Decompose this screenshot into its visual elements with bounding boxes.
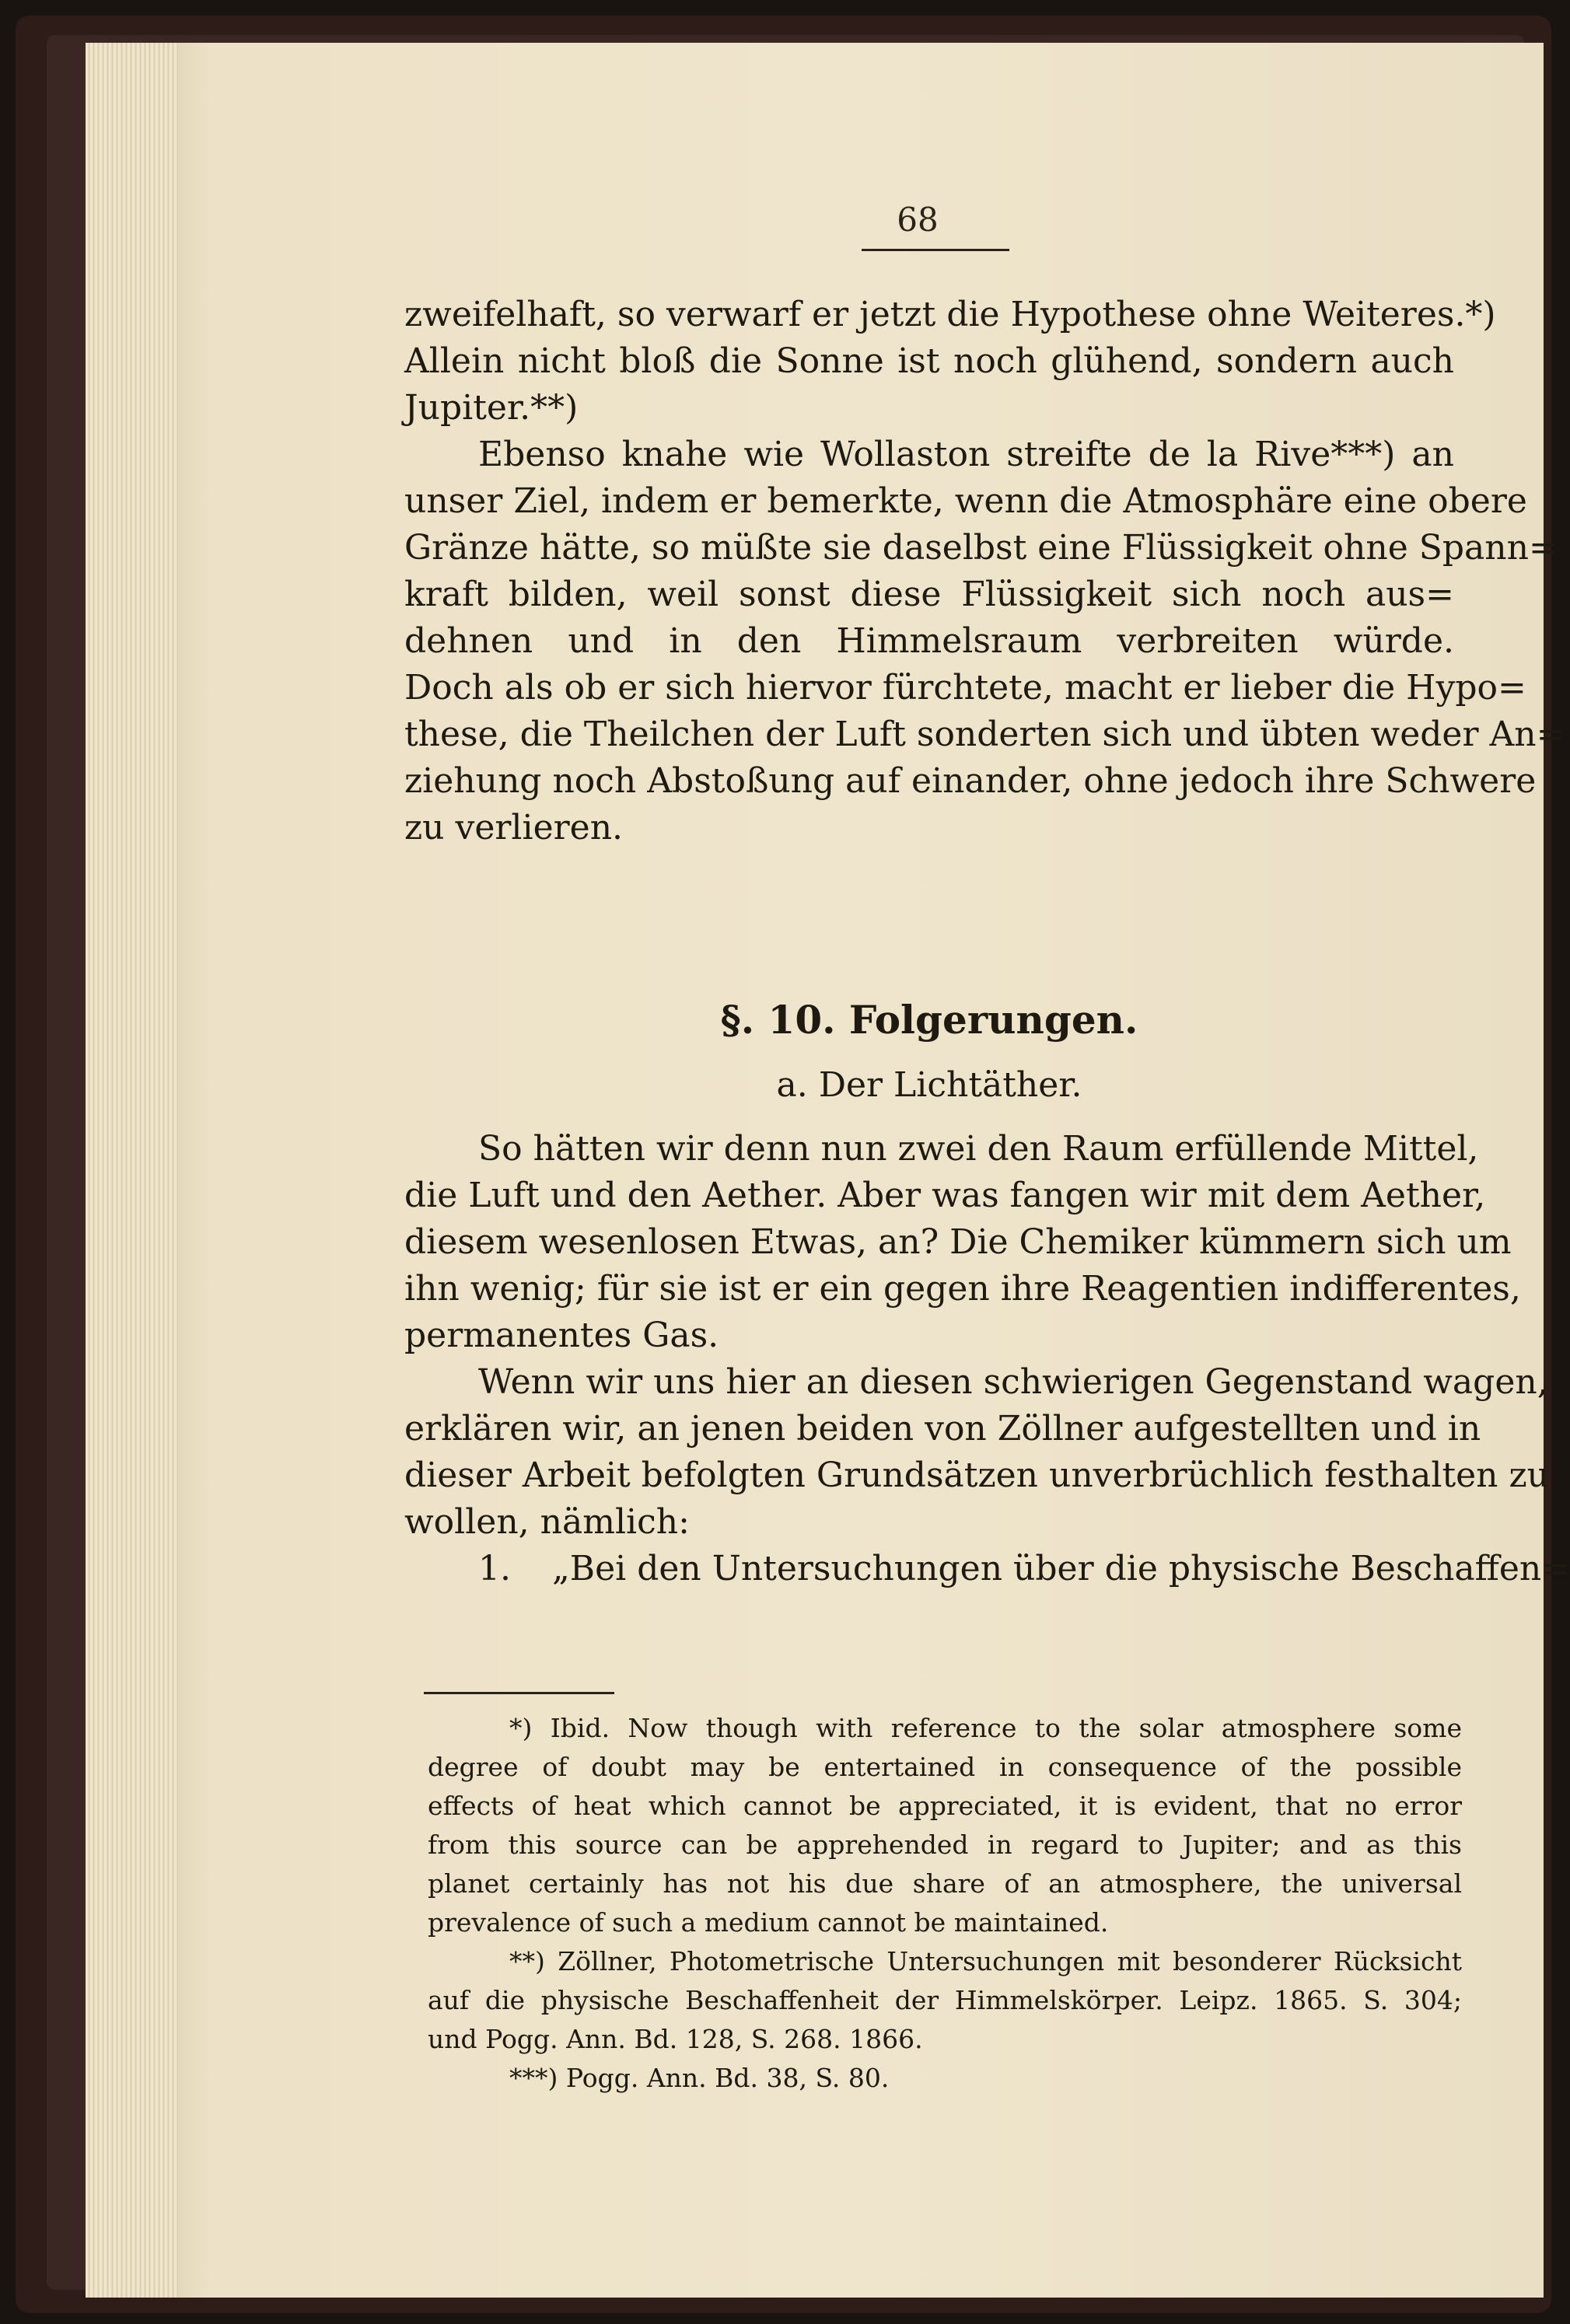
text-line: die Luft und den Aether. Aber was fangen wir mit dem Aether, <box>404 1176 1486 1215</box>
page-edges <box>86 43 194 2298</box>
text-line: wollen, nämlich: <box>404 1502 690 1542</box>
footnote-rule <box>424 1692 614 1694</box>
footnote-line: planet certainly has not his due share of an atmosphere, the universal <box>428 1868 1462 1899</box>
text-line: these, die Theilchen der Luft sonderten sich und übten weder An= <box>404 715 1565 754</box>
numbered-item <box>404 1546 1570 1592</box>
text-line: kraft bilden, weil sonst diese Flüssigkeit sich noch aus= <box>404 575 1454 614</box>
text-line: Gränze hätte, so müßte sie daselbst eine Flüssigkeit ohne Spann= <box>404 528 1558 568</box>
text-line: zu verlieren. <box>404 808 624 847</box>
footnotes <box>428 1709 1462 2098</box>
text-line: ihn wenig; für sie ist er ein gegen ihre Reagentien indifferentes, <box>404 1269 1521 1309</box>
footnote-line: effects of heat which cannot be appreciated, it is evident, that no error <box>428 1791 1462 1821</box>
subsection-heading: a. Der Lichtäther. <box>776 1065 1082 1105</box>
footnote-line: from this source can be apprehended in regard to Jupiter; and as this <box>428 1829 1462 1860</box>
header-rule <box>862 249 1009 251</box>
text-line: ziehung noch Abstoßung auf einander, ohne jedoch ihre Schwere <box>404 761 1537 801</box>
section-heading: §. 10. Folgerungen. <box>720 997 1138 1043</box>
footnote-line: *) Ibid. Now though with reference to the solar atmosphere some <box>509 1713 1462 1743</box>
text-line: unser Ziel, indem er bemerkte, wenn die Atmosphäre eine obere <box>404 481 1527 521</box>
text-line: diesem wesenlosen Etwas, an? Die Chemiker kümmern sich um <box>404 1222 1512 1262</box>
text-line: permanentes Gas. <box>404 1316 719 1355</box>
page-number: 68 <box>897 201 939 239</box>
footnote-line: prevalence of such a medium cannot be maintained. <box>428 1907 1109 1938</box>
text-line: Doch als ob er sich hiervor fürchtete, macht er lieber die Hypo= <box>404 668 1526 708</box>
text-line: Ebenso knahe wie Wollaston streifte de la Rive***) an <box>478 435 1454 474</box>
footnote-line: ***) Pogg. Ann. Bd. 38, S. 80. <box>509 2063 890 2093</box>
footnote-line: **) Zöllner, Photometrische Untersuchungen mit besonderer Rücksicht <box>509 1946 1462 1976</box>
footnote-line: auf die physische Beschaffenheit der Himmelskörper. Leipz. 1865. S. 304; <box>428 1985 1462 2015</box>
item-text: „Bei den Untersuchungen über die physische Beschaffen= <box>552 1549 1570 1588</box>
body-text-lower <box>404 1126 1570 1592</box>
text-line: So hätten wir denn nun zwei den Raum erfüllende Mittel, <box>478 1129 1479 1169</box>
text-line: dehnen und in den Himmelsraum verbreiten würde. <box>404 621 1454 661</box>
text-line: zweifelhaft, so verwarf er jetzt die Hypothese ohne Weiteres.*) <box>404 295 1496 334</box>
text-line: erklären wir, an jenen beiden von Zöllner aufgestellten und in <box>404 1409 1481 1449</box>
text-line: Jupiter.**) <box>404 388 579 428</box>
footnote-line: und Pogg. Ann. Bd. 128, S. 268. 1866. <box>428 2024 923 2054</box>
footnote-line: degree of doubt may be entertained in consequence of the possible <box>428 1752 1462 1782</box>
text-line: Wenn wir uns hier an diesen schwierigen Gegenstand wagen, <box>478 1362 1548 1402</box>
item-number: 1. <box>478 1549 511 1588</box>
text-line: dieser Arbeit befolgten Grundsätzen unverbrüchlich festhalten zu <box>404 1456 1550 1495</box>
body-text-upper <box>404 292 1565 851</box>
text-line: Allein nicht bloß die Sonne ist noch glühend, sondern auch <box>404 341 1454 381</box>
